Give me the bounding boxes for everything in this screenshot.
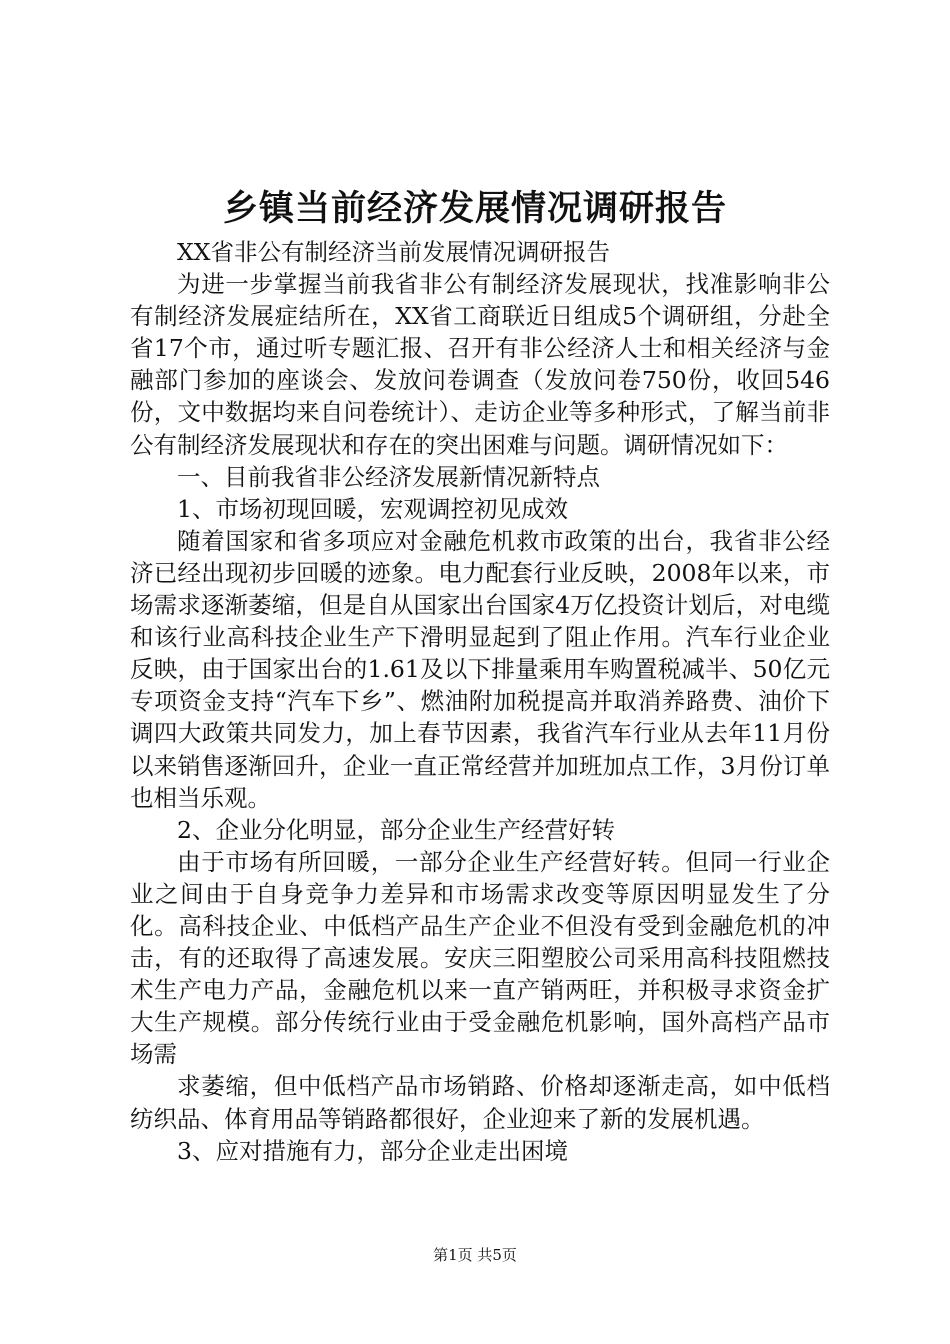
document-title: 乡镇当前经济发展情况调研报告 (222, 188, 727, 229)
subtitle-paragraph: XX省非公有制经济当前发展情况调研报告 (177, 238, 610, 266)
subsection-heading-1: 1、市场初现回暖，宏观调控初见成效 (177, 494, 568, 523)
body-paragraph-2: 由于市场有所回暖，一部分企业生产经营好转。但同一行业企业之间由于自身竞争力差异和市场需求改变等原因明显发生了分化。高科技企业、中低档产品生产企业不但没有受到金融危机的冲击，有的还取得了高速发展。安庆三阳塑胶公司采用高科技阻燃技术生产电力产品，金融危机以来一直产销两旺，并积极寻求资金扩大生产规模。部分传统行业由于受金融危机影响，国外高档产品市场需 (130, 847, 830, 1069)
subsection-heading-2: 2、企业分化明显，部分企业生产经营好转 (177, 815, 615, 844)
section-heading: 一、目前我省非公经济发展新情况新特点 (177, 462, 600, 491)
document-body (130, 236, 830, 1167)
subsection-heading-3: 3、应对措施有力，部分企业走出困境 (177, 1136, 568, 1165)
page-footer: 第1页 共5页 (433, 1246, 517, 1264)
body-paragraph-1: 随着国家和省多项应对金融危机救市政策的出台，我省非公经济已经出现初步回暖的迹象。电力配套行业反映，2008年以来，市场需求逐渐萎缩，但是自从国家出台国家4万亿投资计划后，对电缆和该行业高科技企业生产下滑明显起到了阻止作用。汽车行业企业反映，由于国家出台的1.61及以下排量乘用车购置税减半、50亿元专项资金支持“汽车下乡”、燃油附加税提高并取消养路费、油价下调四大政策共同发力，加上春节因素，我省汽车行业从去年11月份以来销售逐渐回升，企业一直正常经营并加班加点工作，3月份订单也相当乐观。 (130, 526, 830, 812)
body-paragraph-3: 求萎缩，但中低档产品市场销路、价格却逐渐走高，如中低档纺织品、体育用品等销路都很好，企业迎来了新的发展机遇。 (130, 1072, 830, 1133)
intro-paragraph: 为进一步掌握当前我省非公有制经济发展现状，找准影响非公有制经济发展症结所在，XX省工商联近日组成5个调研组，分赴全省17个市，通过听专题汇报、召开有非公经济人士和相关经济与金融部门参加的座谈会、发放问卷调查（发放问卷750份，收回546份，文中数据均来自问卷统计）、走访企业等多种形式，了解当前非公有制经济发展现状和存在的突出困难与问题。调研情况如下： (130, 270, 830, 459)
